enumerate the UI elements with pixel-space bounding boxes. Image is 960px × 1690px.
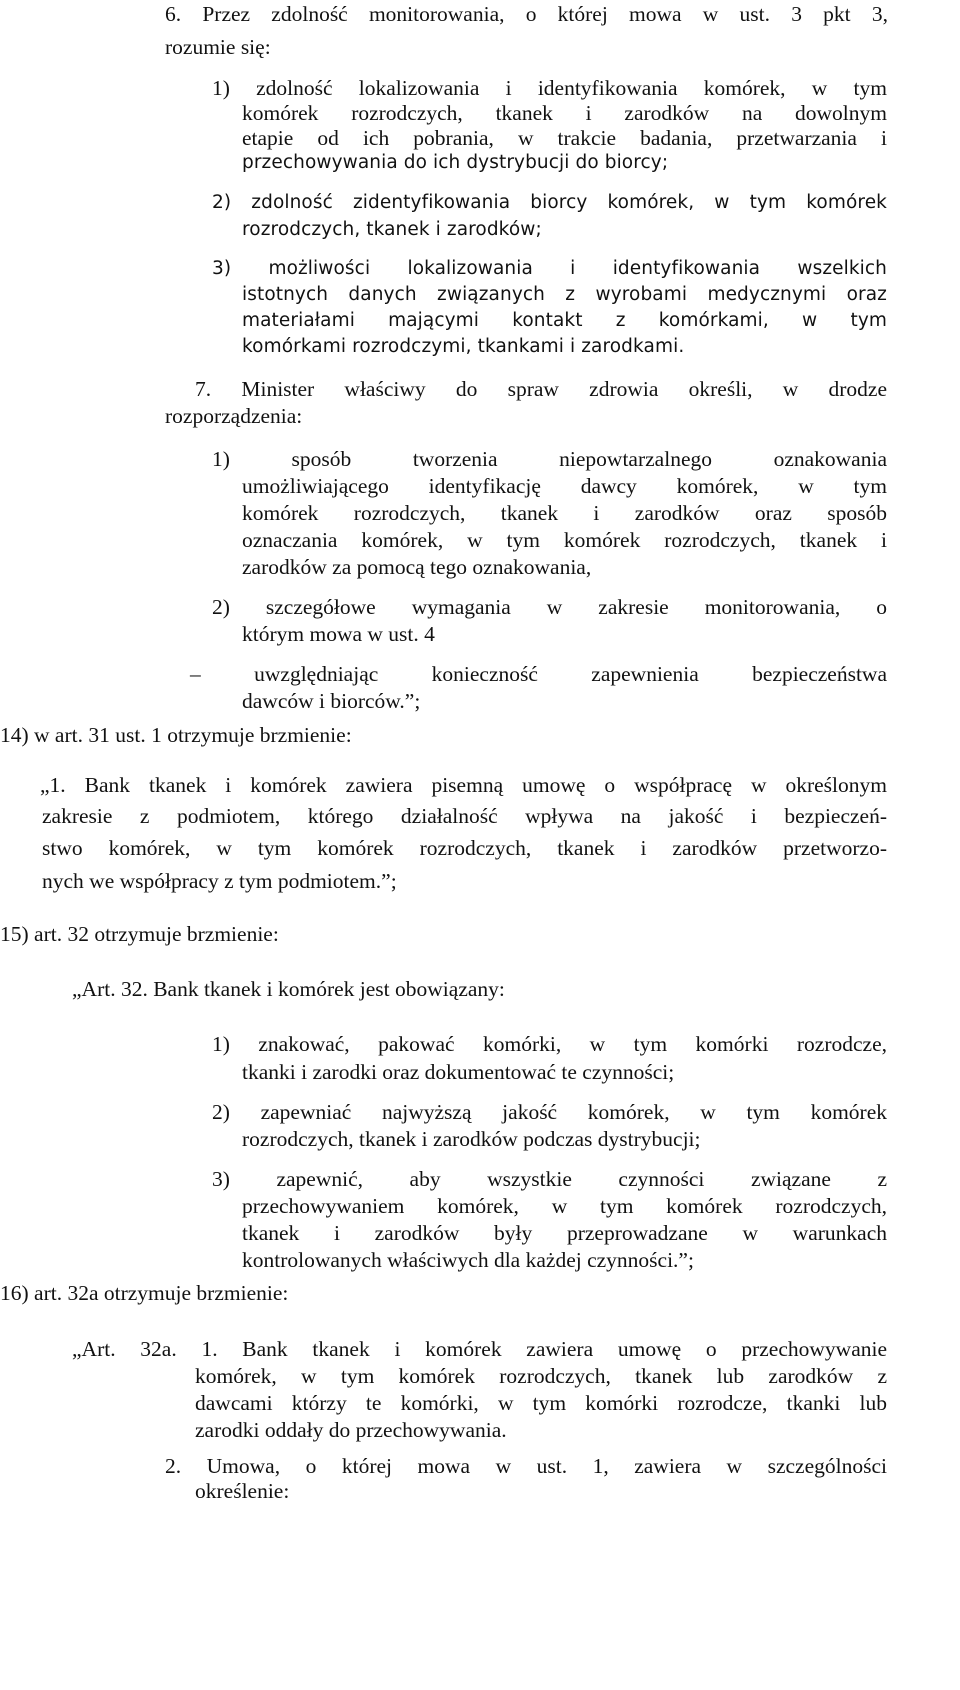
text-line: kontrolowanych właściwych dla każdej czynności.”; bbox=[242, 1248, 694, 1272]
text-line: istotnych danych związanych z wyrobami medycznymi oraz bbox=[242, 284, 887, 305]
text-line: 14) w art. 31 ust. 1 otrzymuje brzmienie: bbox=[0, 723, 352, 747]
text-line: rozrodczych, tkanek i zarodków; bbox=[242, 219, 542, 240]
text-line: którym mowa w ust. 4 bbox=[242, 622, 435, 646]
text-line: 1) znakować, pakować komórki, w tym komórki rozrodcze, bbox=[212, 1032, 887, 1056]
text-line: 2) zdolność zidentyfikowania biorcy komórek, w tym komórek bbox=[212, 192, 887, 213]
text-line: zakresie z podmiotem, którego działalność wpływa na jakość i bezpieczeń- bbox=[42, 804, 887, 828]
text-line: 2. Umowa, o której mowa w ust. 1, zawiera w szczególności bbox=[165, 1454, 887, 1478]
text-line: 6. Przez zdolność monitorowania, o której mowa w ust. 3 pkt 3, bbox=[165, 2, 888, 26]
text-line: „Art. 32a. 1. Bank tkanek i komórek zawiera umowę o przechowywanie bbox=[72, 1337, 887, 1361]
text-line: stwo komórek, w tym komórek rozrodczych, tkanek i zarodków przetworzo- bbox=[42, 836, 887, 860]
text-line: 16) art. 32a otrzymuje brzmienie: bbox=[0, 1281, 289, 1305]
text-line: – uwzględniając konieczność zapewnienia bezpieczeństwa bbox=[190, 662, 887, 686]
text-line: zarodków za pomocą tego oznakowania, bbox=[242, 555, 592, 579]
text-line: rozrodczych, tkanek i zarodków podczas dystrybucji; bbox=[242, 1127, 701, 1151]
text-line: 1) zdolność lokalizowania i identyfikowania komórek, w tym bbox=[212, 76, 887, 100]
text-line: przechowywania do ich dystrybucji do biorcy; bbox=[242, 152, 669, 173]
text-line: umożliwiającego identyfikację dawcy komórek, w tym bbox=[242, 474, 887, 498]
text-line: rozporządzenia: bbox=[165, 404, 303, 428]
text-line: 7. Minister właściwy do spraw zdrowia określi, w drodze bbox=[195, 377, 887, 401]
text-line: tkanek i zarodków były przeprowadzane w warunkach bbox=[242, 1221, 887, 1245]
text-line: materiałami mającymi kontakt z komórkami, w tym bbox=[242, 310, 887, 331]
text-line: oznaczania komórek, w tym komórek rozrodczych, tkanek i bbox=[242, 528, 887, 552]
text-line: komórek rozrodczych, tkanek i zarodków na dowolnym bbox=[242, 101, 887, 125]
text-line: określenie: bbox=[195, 1479, 290, 1503]
text-line: 15) art. 32 otrzymuje brzmienie: bbox=[0, 922, 279, 946]
text-line: zarodki oddały do przechowywania. bbox=[195, 1418, 507, 1442]
text-line: komórkami rozrodczymi, tkankami i zarodkami. bbox=[242, 336, 685, 357]
text-line: „1. Bank tkanek i komórek zawiera pisemną umowę o współpracę w określonym bbox=[40, 773, 887, 797]
text-line: nych we współpracy z tym podmiotem.”; bbox=[42, 869, 397, 893]
text-line: „Art. 32. Bank tkanek i komórek jest obowiązany: bbox=[72, 977, 505, 1001]
text-line: dawcami którzy te komórki, w tym komórki rozrodcze, tkanki lub bbox=[195, 1391, 887, 1415]
text-line: tkanki i zarodki oraz dokumentować te czynności; bbox=[242, 1060, 675, 1084]
text-line: komórek, w tym komórek rozrodczych, tkanek lub zarodków z bbox=[195, 1364, 887, 1388]
text-line: etapie od ich pobrania, w trakcie badania, przetwarzania i bbox=[242, 126, 887, 150]
text-line: dawców i biorców.”; bbox=[242, 689, 421, 713]
text-line: 1) sposób tworzenia niepowtarzalnego oznakowania bbox=[212, 447, 887, 471]
text-line: 3) możliwości lokalizowania i identyfikowania wszelkich bbox=[212, 258, 887, 279]
text-line: komórek rozrodczych, tkanek i zarodków oraz sposób bbox=[242, 501, 887, 525]
text-line: 2) szczegółowe wymagania w zakresie monitorowania, o bbox=[212, 595, 887, 619]
text-line: 3) zapewnić, aby wszystkie czynności związane z bbox=[212, 1167, 887, 1191]
text-line: 2) zapewniać najwyższą jakość komórek, w tym komórek bbox=[212, 1100, 887, 1124]
text-line: przechowywaniem komórek, w tym komórek rozrodczych, bbox=[242, 1194, 887, 1218]
text-line: rozumie się: bbox=[165, 35, 271, 59]
